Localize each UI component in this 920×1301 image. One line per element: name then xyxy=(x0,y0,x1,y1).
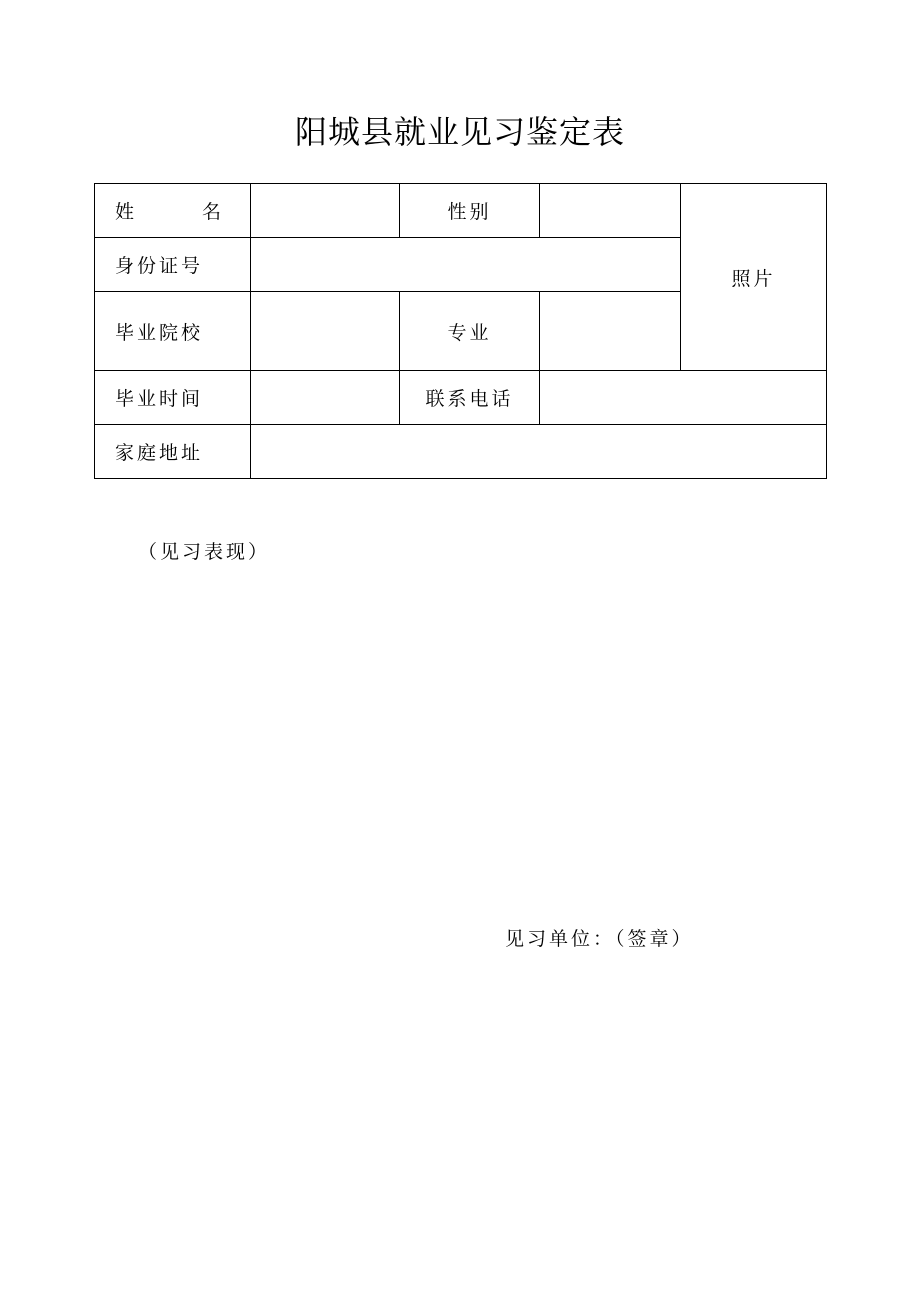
page-title: 阳城县就业见习鉴定表 xyxy=(294,113,625,151)
name-label-part-1: 姓 xyxy=(115,201,138,223)
major-label: 专业 xyxy=(400,292,540,371)
school-label: 毕业院校 xyxy=(95,292,251,371)
address-label: 家庭地址 xyxy=(95,425,251,479)
performance-label: （见习表现） xyxy=(138,541,271,563)
id-value-cell[interactable] xyxy=(251,238,681,292)
name-label-cell xyxy=(95,184,251,238)
major-value-cell[interactable] xyxy=(540,292,681,371)
gender-value-cell[interactable] xyxy=(540,184,681,238)
table-row xyxy=(95,184,827,238)
signature-label: 见习单位：（签章） xyxy=(505,928,694,950)
id-label: 身份证号 xyxy=(95,238,251,292)
name-label-part-2: 名 xyxy=(201,201,224,223)
address-value-cell[interactable] xyxy=(251,425,827,479)
grad-time-label: 毕业时间 xyxy=(95,371,251,425)
table-row xyxy=(95,371,827,425)
table-row xyxy=(95,425,827,479)
gender-label: 性别 xyxy=(400,184,540,238)
photo-cell[interactable]: 照片 xyxy=(681,184,827,371)
info-table xyxy=(94,183,827,479)
name-value-cell[interactable] xyxy=(251,184,400,238)
school-value-cell[interactable] xyxy=(251,292,400,371)
grad-time-value-cell[interactable] xyxy=(251,371,400,425)
phone-label: 联系电话 xyxy=(400,371,540,425)
phone-value-cell[interactable] xyxy=(540,371,827,425)
